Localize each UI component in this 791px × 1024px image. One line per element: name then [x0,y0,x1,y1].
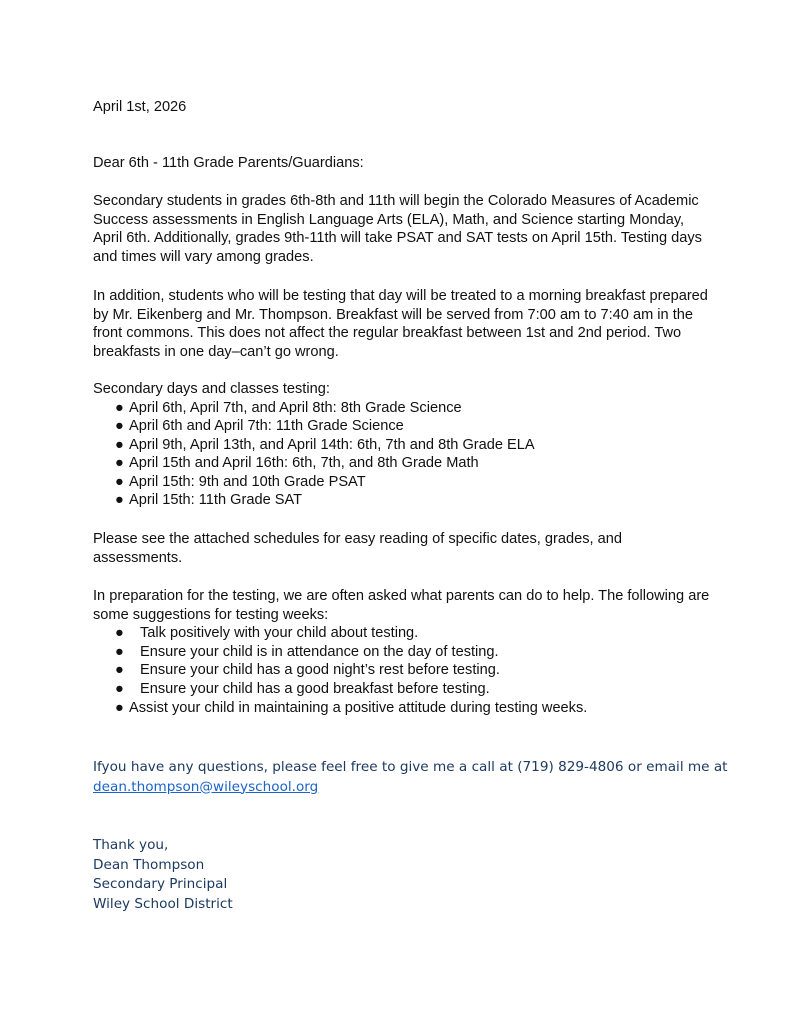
letter-date: April 1st, 2026 [93,99,187,115]
testing-schedule-section [93,380,713,510]
contact-paragraph [93,758,733,797]
bullet-icon: ● [115,455,124,471]
list-item: ● Ensure your child has a good night’s rest before testing. [115,662,500,678]
list-item: ● Talk positively with your child about testing. [115,625,419,641]
list-item: ● Ensure your child is in attendance on the day of testing. [115,643,499,660]
signer-name: Dean Thompson [93,856,205,873]
signoff-block [93,836,233,914]
list-item: ● April 6th and April 7th: 11th Grade Science [115,418,404,434]
list-item: ● April 15th: 9th and 10th Grade PSAT [115,473,366,490]
bullet-icon: ● [115,680,124,697]
email-link[interactable]: dean.thompson@wileyschool.org [93,778,319,795]
signer-organization: Wiley School District [93,895,233,912]
salutation: Dear 6th - 11th Grade Parents/Guardians: [93,155,364,171]
bullet-icon: ● [115,492,124,508]
bullet-icon: ● [115,700,124,716]
list-item: ● April 6th, April 7th, and April 8th: 8th Grade Science [115,399,462,416]
contact-text: Ifyou have any questions, please feel free to give me a call at (719) 829-4806 or email me at [93,759,728,775]
bullet-icon: ● [115,662,124,678]
bullet-icon: ● [115,625,124,641]
list-item: ● April 15th: 11th Grade SAT [115,492,303,508]
list-item: ● Assist your child in maintaining a positive attitude during testing weeks. [115,700,588,716]
testing-list [93,399,713,510]
bullet-icon: ● [115,418,124,434]
list-item: ● April 9th, April 13th, and April 14th: 6th, 7th and 8th Grade ELA [115,436,535,453]
bullet-icon: ● [115,473,124,490]
bullet-icon: ● [115,436,124,453]
bullet-icon: ● [115,643,124,660]
closing: Thank you, [93,837,169,853]
suggestions-section [93,587,713,718]
signer-title: Secondary Principal [93,876,228,893]
paragraph-schedules: Please see the attached schedules for easy reading of specific dates, grades, and assessments. [93,531,622,566]
paragraph-assessments: Secondary students in grades 6th-8th and 11th will begin the Colorado Measures of Academic Success assessments in English Language Arts (ELA), Math, and Science starting Monday, April 6th. Additionally, grades 9th-11th will take PSAT and SAT tests on April 15th. Testing days and times will vary among grades. [93,193,702,265]
list-item: ● April 15th and April 16th: 6th, 7th, and 8th Grade Math [115,455,479,471]
list-item: ● Ensure your child has a good breakfast before testing. [115,680,490,697]
suggestions-intro: In preparation for the testing, we are often asked what parents can do to help. The following are some suggestions for testing weeks: [93,588,710,623]
suggestions-list [93,624,713,718]
paragraph-breakfast: In addition, students who will be testing that day will be treated to a morning breakfast prepared by Mr. Eikenberg and Mr. Thompson. Breakfast will be served from 7:00 am to 7:40 am in the front commons. This does not affect the regular breakfast between 1st and 2nd period. Two breakfasts in one day–can’t go wrong. [93,288,708,360]
testing-heading: Secondary days and classes testing: [93,381,330,397]
bullet-icon: ● [115,399,124,416]
